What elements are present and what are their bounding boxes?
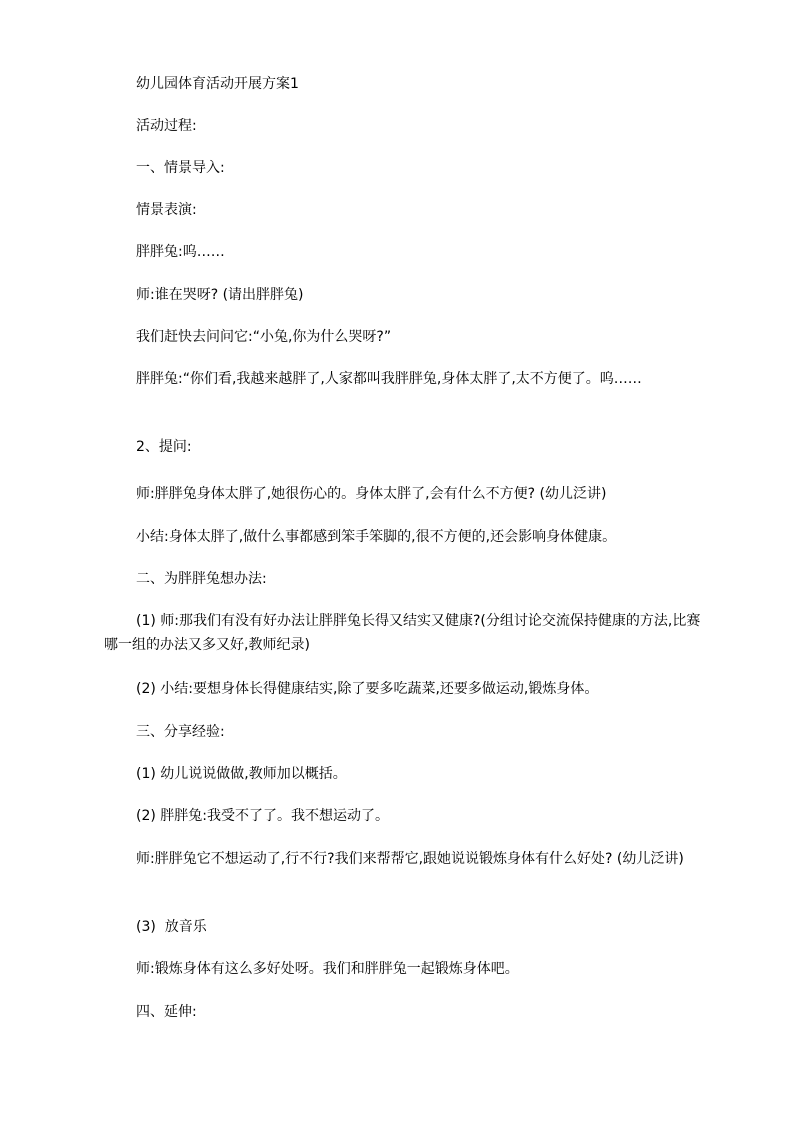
paragraph-solution-1: (1) 师:那我们有没有好办法让胖胖兔长得又结实又健康?(分组讨论交流保持健康的方法,比赛哪一组的办法又多又好,教师纪录) <box>104 613 701 653</box>
paragraph-teacher-question: 师:胖胖兔身体太胖了,她很伤心的。身体太胖了,会有什么不方便? (幼儿泛讲) <box>136 486 607 502</box>
heading-question: 2、提问: <box>136 439 192 455</box>
heading-share-experience: 三、分享经验: <box>136 724 225 740</box>
paragraph-teacher-benefits: 师:胖胖兔它不想运动了,行不行?我们来帮帮它,跟她说说锻炼身体有什么好处? (幼儿泛讲) <box>136 851 684 867</box>
paragraph-share-2: (2) 胖胖兔:我受不了了。我不想运动了。 <box>136 808 389 824</box>
paragraph-share-1: (1) 幼儿说说做做,教师加以概括。 <box>136 766 347 782</box>
document-title: 幼儿园体育活动开展方案1 <box>136 76 299 92</box>
paragraph-summary-1: 小结:身体太胖了,做什么事都感到笨手笨脚的,很不方便的,还会影响身体健康。 <box>136 529 617 545</box>
paragraph-solution-2: (2) 小结:要想身体长得健康结实,除了要多吃蔬菜,还要多做运动,锻炼身体。 <box>136 681 599 697</box>
heading-find-solutions: 二、为胖胖兔想办法: <box>136 571 267 587</box>
heading-extension: 四、延伸: <box>136 1004 197 1020</box>
paragraph-ask-rabbit: 我们赶快去问问它:“小兔,你为什么哭呀?” <box>136 329 392 345</box>
heading-scene-intro: 一、情景导入: <box>136 160 225 176</box>
paragraph-play-music: (3) 放音乐 <box>136 919 207 935</box>
paragraph-rabbit-speech: 胖胖兔:“你们看,我越来越胖了,人家都叫我胖胖兔,身体太胖了,太不方便了。呜…… <box>136 371 642 387</box>
paragraph-exercise-together: 师:锻炼身体有这么多好处呀。我们和胖胖兔一起锻炼身体吧。 <box>136 961 519 977</box>
paragraph-activity-process: 活动过程: <box>136 118 197 134</box>
paragraph-teacher-who-is-crying: 师:谁在哭呀? (请出胖胖兔) <box>136 287 304 303</box>
paragraph-rabbit-crying: 胖胖兔:呜…… <box>136 244 225 260</box>
paragraph-scene-performance: 情景表演: <box>136 202 197 218</box>
